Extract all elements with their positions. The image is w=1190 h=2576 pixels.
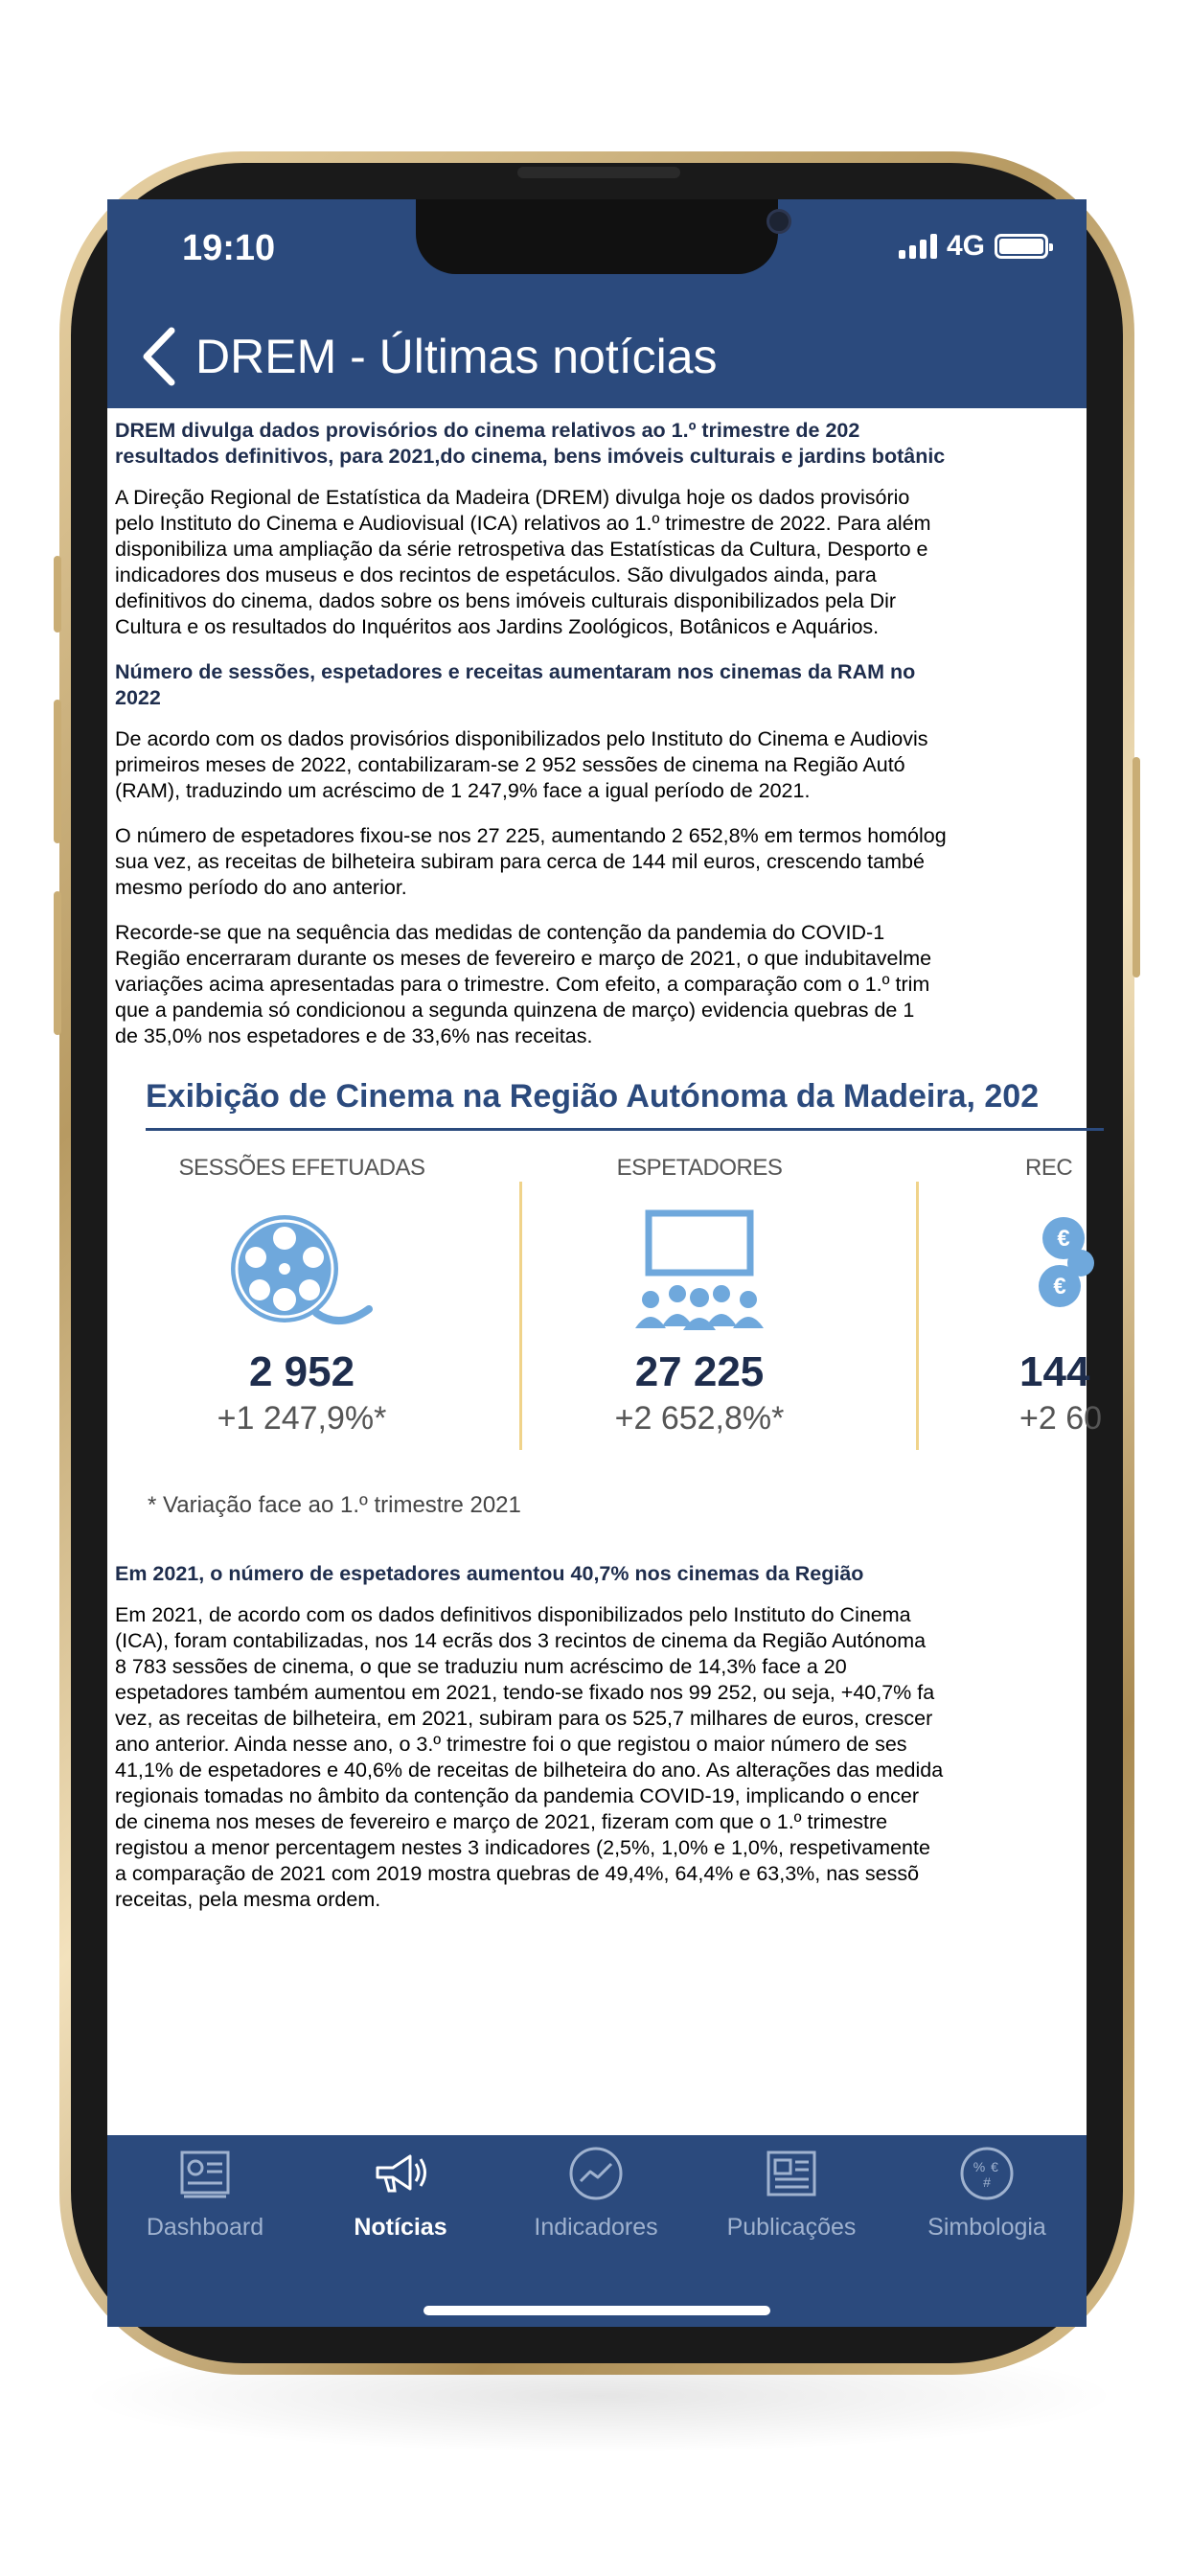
tab-indicadores[interactable] [498,2143,694,2242]
text-line: variações acima apresentadas para o trimestre. Com efeito, a comparação com o 1.º trim [115,973,930,996]
subheading-line: Número de sessões, espetadores e receitas aumentaram nos cinemas da RAM no [115,660,916,683]
text-line: disponibiliza uma ampliação da série retrospetiva das Estatísticas da Cultura, Desporto e [115,538,928,561]
stat-value: 144 [1019,1348,1090,1395]
page-title: DREM - Últimas notícias [195,330,718,383]
text-line: pelo Instituto do Cinema e Audiovisual (ICA) relativos ao 1.º trimestre de 2022. Para além [115,512,931,535]
article-headline [115,418,1087,470]
text-line: espetadores também aumentou em 2021, tendo-se fixado nos 99 252, ou seja, +40,7% fa [115,1681,935,1704]
network-type: 4G [946,230,985,262]
text-line: Cultura e os resultados do Inquéritos aos Jardins Zoológicos, Botânicos e Aquários. [115,615,880,638]
article-paragraph [115,726,1087,804]
headline-line: resultados definitivos, para 2021,do cinema, bens imóveis culturais e jardins botânic [115,445,946,468]
article-paragraph [115,1602,1087,1913]
stat-label: REC [1025,1155,1073,1181]
text-line: ano anterior. Ainda nesse ano, o 3.º trimestre foi o que registou o maior número de ses [115,1733,907,1756]
headline-line: DREM divulga dados provisórios do cinema relativos ao 1.º trimestre de 202 [115,419,860,442]
text-line: definitivos do cinema, dados sobre os bens imóveis culturais disponibilizados pela Dir [115,589,897,612]
tab-label: Publicações [726,2214,857,2241]
power-button [1133,757,1140,978]
battery-icon [995,234,1048,259]
text-line: (ICA), foram contabilizadas, nos 14 ecrãs dos 3 recintos de cinema da Região Autónoma [115,1629,927,1652]
phone-screen [107,199,1103,2327]
subheading-line: Em 2021, o número de espetadores aumentou 40,7% nos cinemas da Região [115,1562,864,1585]
text-line: sua vez, as receitas de bilheteira subiram para cerca de 144 mil euros, crescendo també [115,850,925,873]
status-indicators [899,230,1048,263]
earpiece-speaker [517,167,680,178]
tab-label: Dashboard [146,2214,264,2241]
audience-screen-icon [618,1205,781,1339]
tab-publicacoes[interactable] [694,2143,889,2242]
text-line: (RAM), traduzindo um acréscimo de 1 247,9% face a igual período de 2021. [115,779,811,802]
stat-sessions [144,1155,460,1438]
bottom-tab-bar [107,2135,1087,2327]
infographic-title: Exibição de Cinema na Região Autónoma da Madeira, 202 [146,1078,1040,1115]
text-line: a comparação de 2021 com 2019 mostra quebras de 49,4%, 64,4% e 63,3%, nas sessõ [115,1862,920,1885]
navigation-bar [107,305,1087,408]
home-indicator[interactable] [423,2306,770,2315]
subheading-line: 2022 [115,686,161,709]
stat-label: ESPETADORES [616,1155,783,1181]
stat-revenue [939,1155,1131,1438]
infographic-footnote: * Variação face ao 1.º trimestre 2021 [148,1492,521,1518]
text-line: Recorde-se que na sequência das medidas de contenção da pandemia do COVID-1 [115,921,885,944]
article-intro [115,485,1087,640]
text-line: receitas, pela mesma ordem. [115,1888,381,1911]
signal-icon [899,234,937,259]
text-line: 8 783 sessões de cinema, o que se traduziu num acréscimo de 14,3% face a 20 [115,1655,847,1678]
status-time: 19:10 [182,228,276,268]
text-line: Em 2021, de acordo com os dados definitivos disponibilizados pelo Instituto do Cinema [115,1603,911,1626]
stat-divider [916,1182,919,1450]
text-line: 41,1% de espetadores e 40,6% de receitas de bilheteira do ano. As alterações das medida [115,1759,944,1782]
silent-switch [54,556,61,632]
tab-label: Notícias [354,2214,447,2241]
tab-simbologia[interactable] [889,2143,1085,2242]
text-line: vez, as receitas de bilheteira, em 2021, subiram para os 525,7 milhares de euros, crescer [115,1707,933,1730]
svg-text:€: € [1057,1226,1070,1252]
back-arrow-icon[interactable] [125,323,192,390]
svg-text:€: € [991,2159,998,2174]
text-line: O número de espetadores fixou-se nos 27 225, aumentando 2 652,8% em termos homólog [115,824,947,847]
text-line: regionais tomadas no âmbito da contenção da pandemia COVID-19, implicando o encer [115,1784,919,1807]
infographic-rule [146,1128,1104,1131]
article-paragraph [115,823,1087,901]
text-line: De acordo com os dados provisórios disponibilizados pelo Instituto do Cinema e Audiovis [115,727,928,750]
tab-label: Indicadores [534,2214,658,2241]
text-line: A Direção Regional de Estatística da Madeira (DREM) divulga hoje os dados provisório [115,486,910,509]
euro-coins-icon [1035,1205,1092,1339]
newspaper-icon [761,2143,822,2204]
tab-label: Simbologia [927,2214,1046,2241]
article-paragraph [115,920,1087,1049]
section-subheading [115,1561,1087,1587]
text-line: de 35,0% nos espetadores e de 33,6% nas receitas. [115,1024,593,1047]
volume-up-button [54,700,61,843]
text-line: indicadores dos museus e dos recintos de espetáculos. São divulgados ainda, para [115,564,877,586]
text-line: que a pandemia só condicionou a segunda quinzena de março) evidencia quebras de 1 [115,999,915,1022]
cinema-infographic [115,1078,1103,1538]
text-line: Região encerraram durante os meses de fevereiro e março de 2021, o que indubitavelme [115,947,932,970]
stat-spectators [541,1155,858,1438]
symbols-icon [956,2143,1018,2204]
front-camera [767,209,791,234]
megaphone-icon [370,2143,431,2204]
volume-down-button [54,891,61,1035]
svg-text:%: % [973,2159,986,2174]
stat-value: 2 952 [248,1348,355,1395]
stat-change: +1 247,9%* [217,1400,387,1437]
section-subheading [115,659,1087,711]
svg-text:#: # [983,2174,991,2190]
svg-text:€: € [1053,1274,1066,1300]
text-line: mesmo período do ano anterior. [115,876,407,899]
tab-dashboard[interactable] [107,2143,303,2242]
text-line: de cinema nos meses de fevereiro e março de 2021, fizeram com que o 1.º trimestre [115,1810,888,1833]
stat-change: +2 652,8%* [614,1400,785,1437]
article-content[interactable] [115,418,1103,2152]
notch [416,199,778,274]
text-line: primeiros meses de 2022, contabilizaram-se 2 952 sessões de cinema na Região Autó [115,753,905,776]
stat-change: +2 60 [1019,1400,1103,1437]
stat-label: SESSÕES EFETUADAS [178,1155,425,1181]
film-reel-icon [220,1205,383,1339]
stat-divider [519,1182,522,1450]
stat-value: 27 225 [634,1348,765,1395]
tab-noticias[interactable] [303,2143,498,2242]
dashboard-icon [174,2143,236,2204]
text-line: registou a menor percentagem nestes 3 indicadores (2,5%, 1,0% e 1,0%, respetivamente [115,1836,930,1859]
chart-icon [565,2143,627,2204]
app-header [107,199,1087,408]
